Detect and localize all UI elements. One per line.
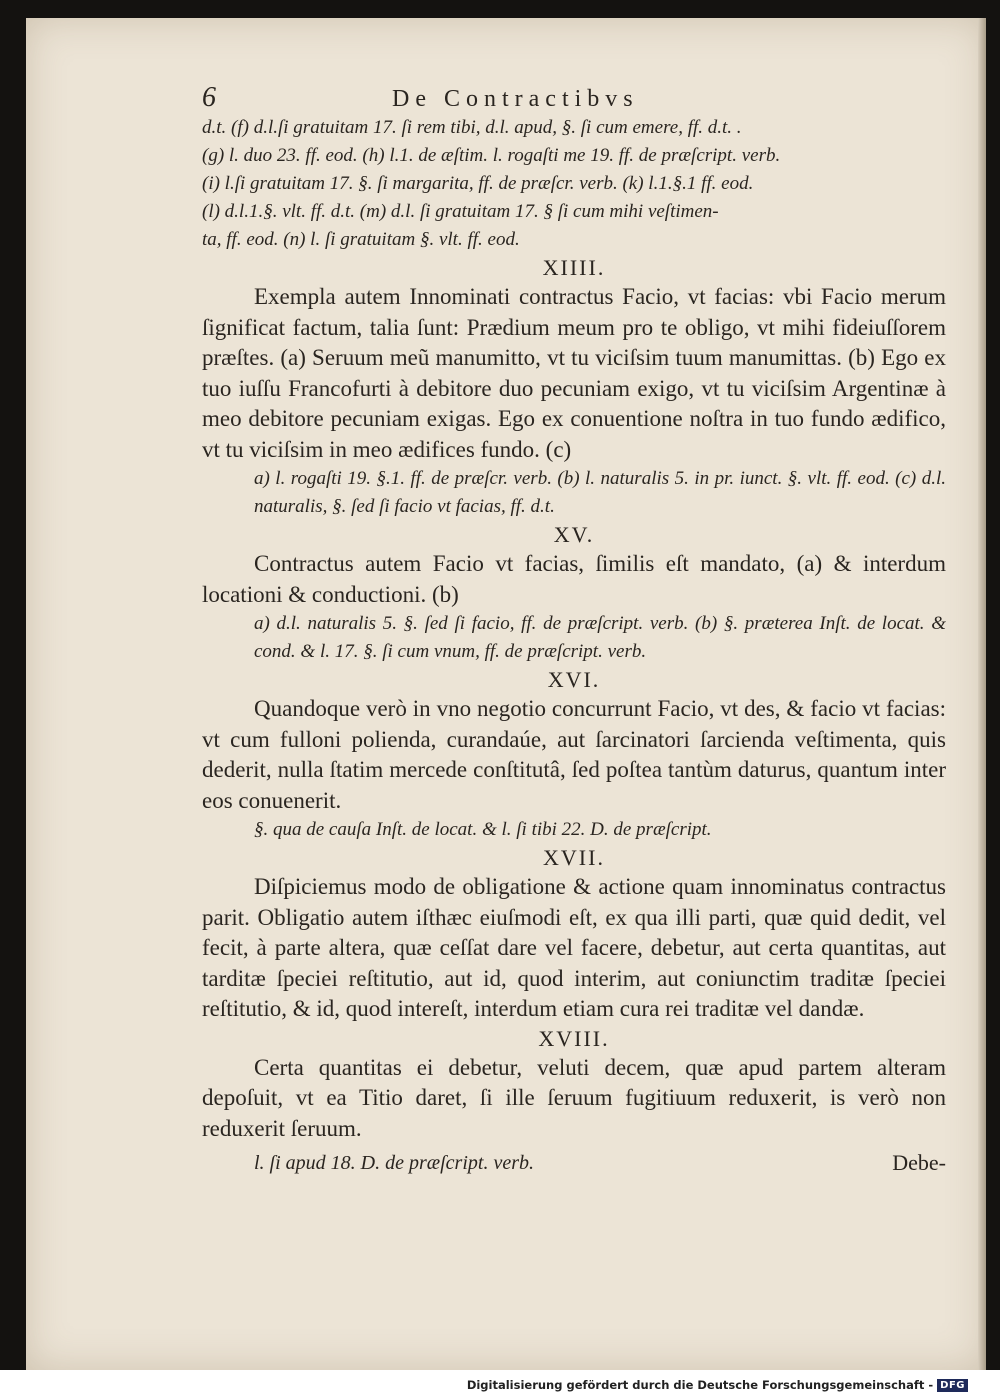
footnote-line: (l) d.l.1.§. vlt. ff. d.t. (m) d.l. ſi gratuitam 17. § ſi cum mihi veſtimen- bbox=[202, 201, 719, 222]
catchword: Debe- bbox=[892, 1150, 946, 1175]
section-heading: XVII. bbox=[543, 845, 605, 870]
footnote-line: ta, ff. eod. (n) l. ſi gratuitam §. vlt. ff. eod. bbox=[202, 229, 520, 250]
section-text: Quandoque verò in vno negotio concurrunt Facio, vt des, & facio vt facias: vt cum fulloni polienda, curandaúe, aut ſarcinatori ſarcienda veſtimenta, quis dederit, nulla ſtatim mercede conſtitutâ, ſed poſtea tantùm daturus, quantum inter eos conuenerit. bbox=[202, 696, 946, 813]
section-text: Certa quantitas ei debetur, veluti decem, quæ apud partem alteram depoſuit, vt ea Titio daret, ſi ille ſeruum fugitiuum reduxerit, is verò non reduxerit ſeruum. bbox=[202, 1054, 946, 1141]
section-text: Diſpiciemus modo de obligatione & actione quam innominatus contractus parit. Obligatio autem iſthæc eiuſmodi eſt, ex qua illi parti, quæ quid dedit, vel fecit, à parte altera, quæ ceſſat dare vel facere, debetur, aut certa quantitas, aut tarditæ ſpeciei reſtitutio, aut id, quod interim, aut coniunctim traditæ ſpeciei reſtitutio, & id, quod intereſt, interdum etiam cura rei traditæ vel dandæ. bbox=[202, 874, 946, 1021]
section-heading: XV. bbox=[553, 522, 595, 547]
page-number: 6 bbox=[202, 82, 216, 113]
section-notes: a) l. rogaſti 19. §.1. ff. de præſcr. verb. (b) l. naturalis 5. in pr. iunct. §. vlt. ff. eod. (c) d.l. naturalis, §. ſed ſi facio vt facias, ff. d.t. bbox=[254, 468, 946, 517]
reference-text: l. ſi apud 18. D. de præſcript. verb. bbox=[254, 1152, 534, 1174]
footer-strip bbox=[0, 1370, 1000, 1394]
section-notes: a) d.l. naturalis 5. §. ſed ſi facio, ff. de præſcript. verb. (b) §. præterea Inſt. de locat. & cond. & l. 17. §. ſi cum vnum, ff. de præſcript. verb. bbox=[254, 613, 946, 662]
page-edge bbox=[978, 18, 986, 1370]
final-reference bbox=[202, 1148, 946, 1178]
footnote-line: (g) l. duo 23. ff. eod. (h) l.1. de æſtim. l. rogaſti me 19. ff. de præſcript. verb. bbox=[202, 145, 781, 166]
dfg-logo: DFG bbox=[937, 1379, 968, 1392]
section-heading: XIIII. bbox=[542, 255, 606, 280]
running-title: De Contractibvs bbox=[392, 86, 639, 112]
section-notes: §. qua de cauſa Inſt. de locat. & l. ſi tibi 22. D. de præſcript. bbox=[254, 819, 712, 840]
section-text: Contractus autem Facio vt facias, ſimilis eſt mandato, (a) & interdum locationi & conductioni. (b) bbox=[202, 551, 946, 607]
section-heading: XVIII. bbox=[538, 1025, 610, 1051]
page-header bbox=[202, 82, 946, 113]
section-text: Exempla autem Innominati contractus Facio, vt facias: vbi Facio merum ſignificat factum, talia ſunt: Prædium meum pro te obligo, vt mihi fideiuſſorem præſtes. (a) Seruum meũ manumitto, vt tu viciſsim tuum manumittas. (b) Ego ex tuo iuſſu Francofurti à debitore duo pecuniam exigo, vt tu viciſsim Argentinæ à meo debitore pecuniam exigas. Ego ex conuentione noſtra in tuo fundo ædifico, vt tu viciſsim in meo ædifices fundo. (c) bbox=[202, 284, 946, 462]
footnote-line: (i) l.ſi gratuitam 17. §. ſi margarita, ff. de præſcr. verb. (k) l.1.§.1 ff. eod. bbox=[202, 173, 754, 194]
digitization-credit bbox=[467, 1378, 968, 1392]
footnote-line: d.t. (f) d.l.ſi gratuitam 17. ſi rem tibi, d.l. apud, §. ſi cum emere, ff. d.t. . bbox=[202, 117, 742, 138]
page-text bbox=[202, 82, 946, 1178]
section-heading: XVI. bbox=[547, 667, 601, 692]
credit-text: Digitalisierung gefördert durch die Deutsche Forschungsgemeinschaft - bbox=[466, 1378, 934, 1392]
